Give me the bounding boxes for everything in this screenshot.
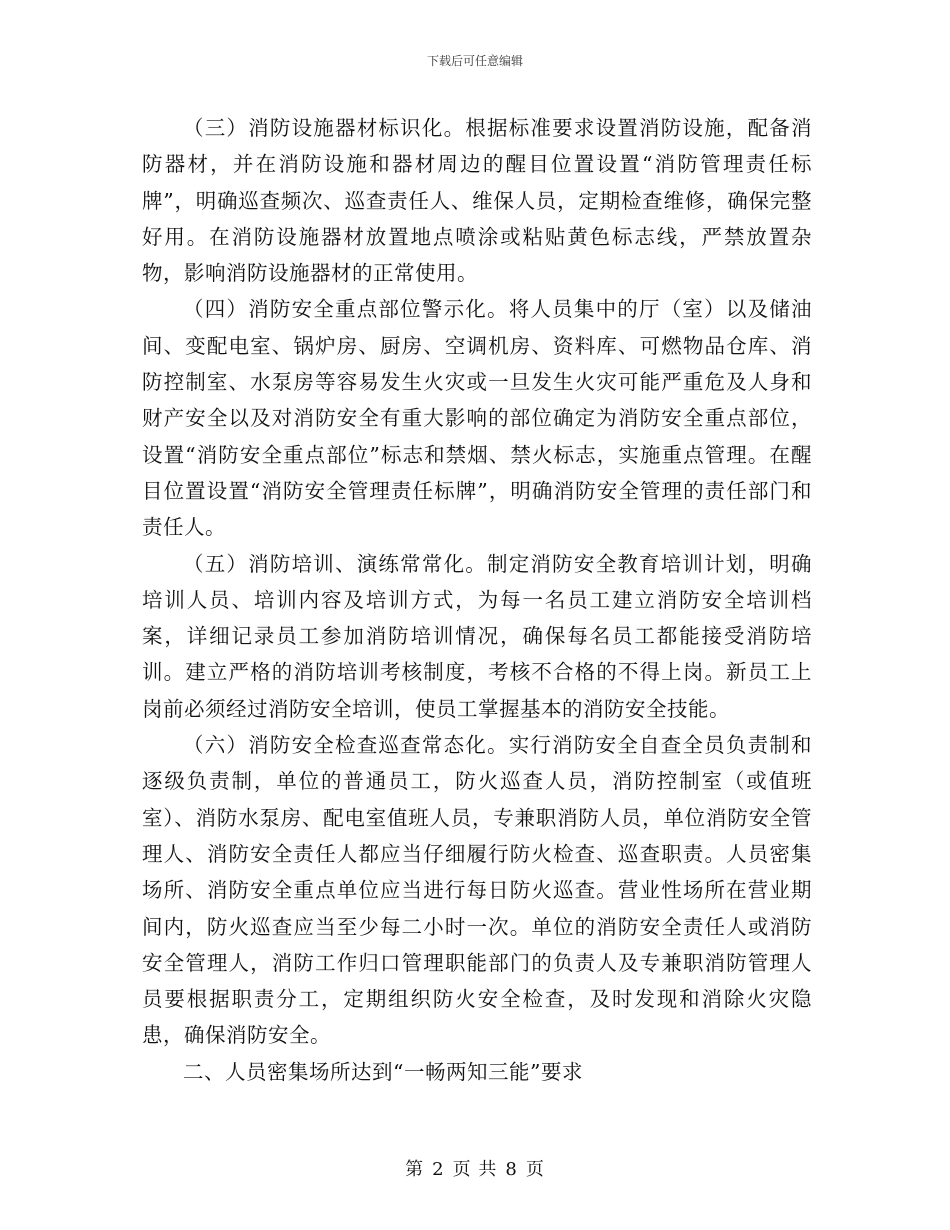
section-heading-2: 二、人员密集场所达到“一畅两知三能”要求 <box>183 1059 583 1084</box>
footer-middle: 页 共 <box>452 1159 498 1180</box>
footer-current-page: 2 <box>432 1159 445 1180</box>
footer-prefix: 第 <box>405 1159 425 1180</box>
page-header: 下载后可任意编辑 <box>426 54 523 68</box>
paragraph-section-3: （三）消防设施器材标识化。根据标准要求设置消防设施，配备消防器材，并在消防设施和器材周边的醒目位置设置“消防管理责任标牌”，明确巡查频次、巡查责任人、维保人员，定期检查维修，确保完整好用。在消防设施器材放置地点喷涂或粘贴黄色标志线，严禁放置杂物，影响消防设施器材的正常使用。 <box>142 116 812 286</box>
paragraph-section-5: （五）消防培训、演练常常化。制定消防安全教育培训计划，明确培训人员、培训内容及培训方式，为每一名员工建立消防安全培训档案，详细记录员工参加消防培训情况，确保每名员工都能接受消防培训。建立严格的消防培训考核制度，考核不合格的不得上岗。新员工上岗前必须经过消防安全培训，使员工掌握基本的消防安全技能。 <box>142 551 812 721</box>
paragraph-section-6: （六）消防安全检查巡查常态化。实行消防安全自查全员负责制和逐级负责制，单位的普通员工，防火巡查人员，消防控制室（或值班室）、消防水泵房、配电室值班人员，专兼职消防人员，单位消防安全管理人、消防安全责任人都应当仔细履行防火检查、巡查职责。人员密集场所、消防安全重点单位应当进行每日防火巡查。营业性场所在营业期间内，防火巡查应当至少每二小时一次。单位的消防安全责任人或消防安全管理人，消防工作归口管理职能部门的负责人及专兼职消防管理人员要根据职责分工，定期组织防火安全检查，及时发现和消除火灾隐患，确保消防安全。 <box>142 733 812 1048</box>
footer-total-pages: 8 <box>505 1159 518 1180</box>
footer-suffix: 页 <box>525 1159 545 1180</box>
paragraph-section-4: （四）消防安全重点部位警示化。将人员集中的厅（室）以及储油间、变配电室、锅炉房、厨房、空调机房、资料库、可燃物品仓库、消防控制室、水泵房等容易发生火灾或一旦发生火灾可能严重危及人身和财产安全以及对消防安全有重大影响的部位确定为消防安全重点部位，设置“消防安全重点部位”标志和禁烟、禁火标志，实施重点管理。在醒目位置设置“消防安全管理责任标牌”，明确消防安全管理的责任部门和责任人。 <box>142 297 812 540</box>
page-footer <box>0 1155 950 1181</box>
document-body <box>142 110 812 1090</box>
